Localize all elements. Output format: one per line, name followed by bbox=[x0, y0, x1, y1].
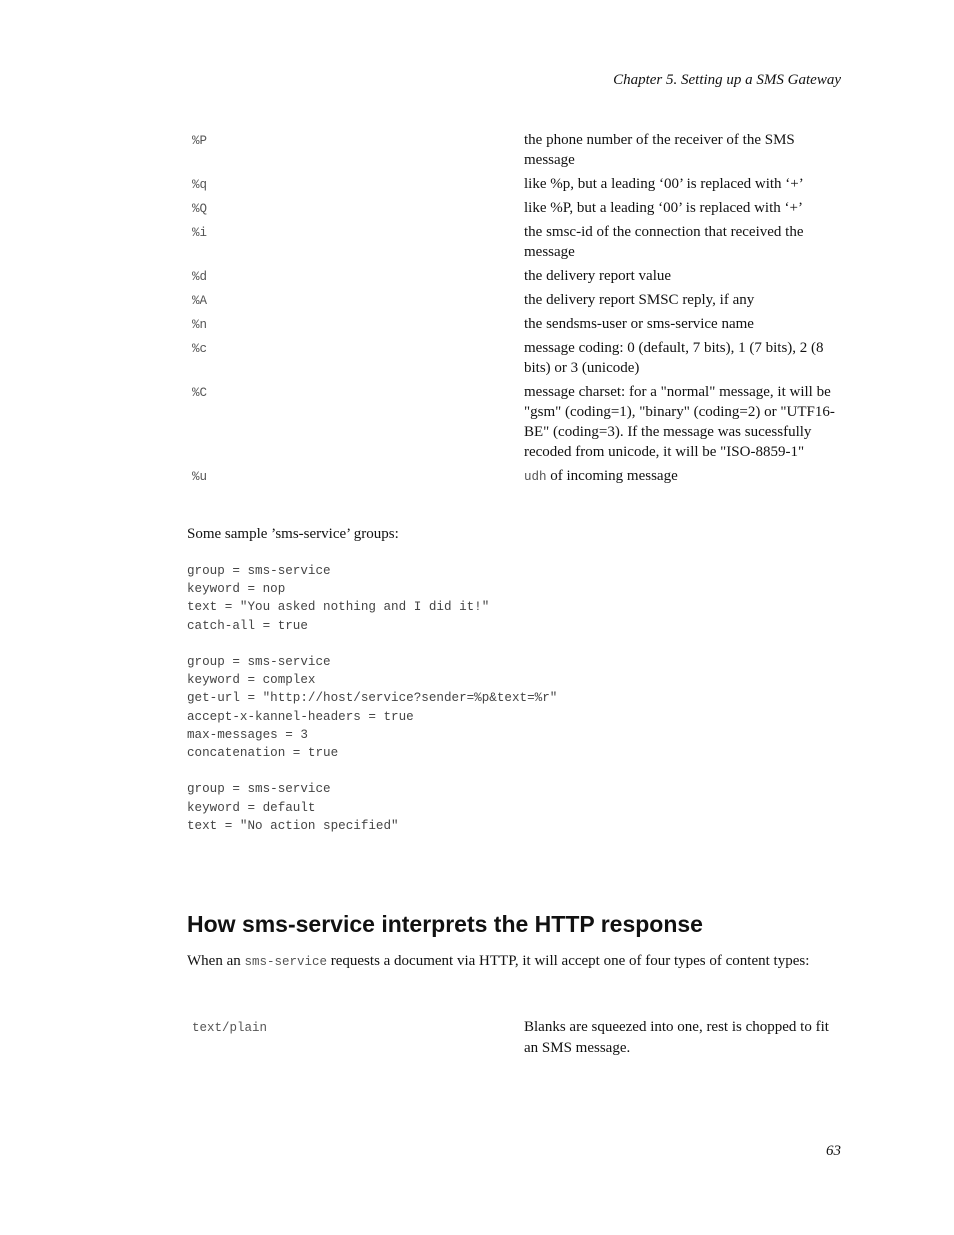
variable-description: message charset: for a "normal" message, it will be "gsm" (coding=1), "binary" (coding=2) or "UTF16-BE" (coding=3). If the message was sucessfully recoded from unicode, it will be "ISO-8859-1" bbox=[524, 384, 835, 460]
variable-code: %q bbox=[192, 178, 208, 192]
table-row bbox=[187, 1017, 842, 1059]
table-row bbox=[187, 174, 842, 198]
variable-description: the delivery report value bbox=[524, 268, 672, 284]
content-type-code: text/plain bbox=[192, 1021, 268, 1035]
page-number: 63 bbox=[826, 1143, 841, 1159]
inline-code: sms-service bbox=[244, 955, 327, 969]
table-row bbox=[187, 198, 842, 222]
variable-code: %C bbox=[192, 386, 208, 400]
table-row bbox=[187, 338, 842, 382]
table-row bbox=[187, 130, 842, 174]
variable-description: the delivery report SMSC reply, if any bbox=[524, 292, 755, 308]
variable-code: %i bbox=[192, 226, 208, 240]
content-type-table bbox=[187, 1017, 842, 1059]
table-row bbox=[187, 314, 842, 338]
variable-description: like %P, but a leading ‘00’ is replaced with ‘+’ bbox=[524, 200, 803, 216]
variable-description: message coding: 0 (default, 7 bits), 1 (7 bits), 2 (8 bits) or 3 (unicode) bbox=[524, 340, 824, 376]
table-row bbox=[187, 466, 842, 491]
running-header: Chapter 5. Setting up a SMS Gateway bbox=[613, 72, 841, 88]
table-row bbox=[187, 266, 842, 290]
variable-description: like %p, but a leading ‘00’ is replaced with ‘+’ bbox=[524, 176, 804, 192]
variable-code: %n bbox=[192, 318, 208, 332]
variable-code: %Q bbox=[192, 202, 208, 216]
variable-description: the sendsms-user or sms-service name bbox=[524, 316, 754, 332]
variable-table bbox=[187, 130, 842, 491]
description-text: of incoming message bbox=[546, 468, 678, 484]
section-heading: How sms-service interprets the HTTP response bbox=[187, 911, 703, 937]
table-row bbox=[187, 222, 842, 266]
variable-code: %P bbox=[192, 134, 208, 148]
variable-code: %d bbox=[192, 270, 208, 284]
section-intro bbox=[187, 953, 809, 970]
content-type-description: Blanks are squeezed into one, rest is chopped to fit an SMS message. bbox=[524, 1019, 829, 1056]
table-row bbox=[187, 290, 842, 314]
sample-intro: Some sample ’sms-service’ groups: bbox=[187, 526, 399, 542]
variable-description: the smsc-id of the connection that received the message bbox=[524, 224, 804, 260]
inline-code: udh bbox=[524, 470, 547, 484]
variable-code: %u bbox=[192, 470, 208, 484]
variable-description: the phone number of the receiver of the SMS message bbox=[524, 132, 795, 168]
intro-text: requests a document via HTTP, it will accept one of four types of content types: bbox=[327, 953, 810, 969]
variable-code: %A bbox=[192, 294, 208, 308]
config-code-block: group = sms-service keyword = nop text = "You asked nothing and I did it!" catch-all = true group = sms-service keyword = complex get-url = "http://host/service?sender=%p&text=%r" accept-x-kannel-headers = true max-messages = 3 concatenation = true group = sms-service keyword = default text = "No action specified" bbox=[187, 564, 558, 833]
variable-description bbox=[524, 466, 842, 491]
table-row bbox=[187, 382, 842, 466]
variable-code: %c bbox=[192, 342, 208, 356]
intro-text: When an bbox=[187, 953, 245, 969]
